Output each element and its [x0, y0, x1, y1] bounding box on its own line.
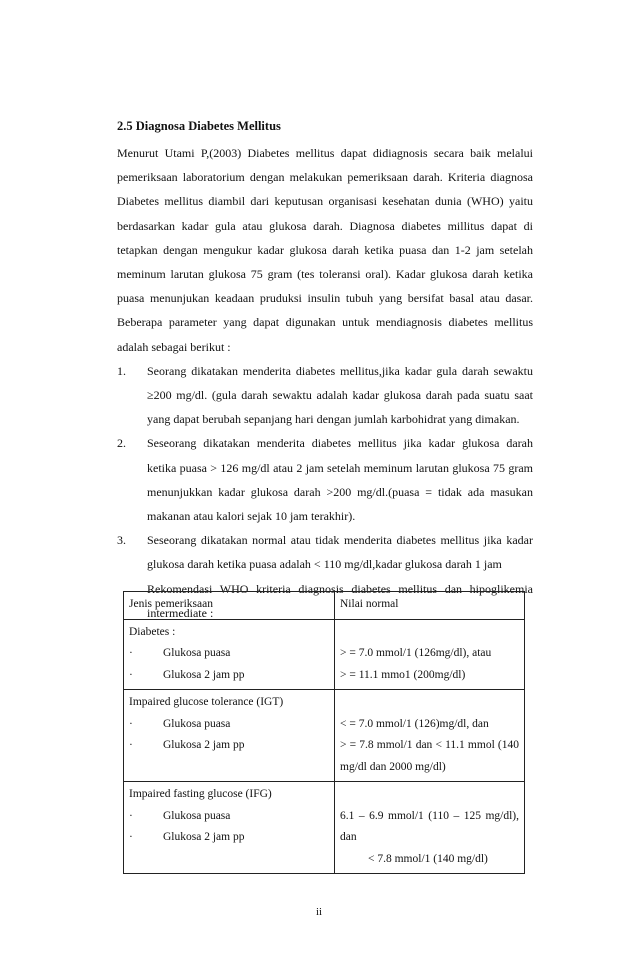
list-note: Rekomendasi WHO kriteria diagnosis diabetes mellitus dan hipoglikemia intermediate : — [147, 581, 533, 620]
bullet: · — [129, 831, 133, 843]
group-title: Impaired fasting glucose (IFG) — [129, 788, 272, 800]
list-item — [117, 359, 533, 432]
item-label: Glukosa 2 jam pp — [163, 831, 245, 843]
table-cell — [124, 782, 335, 874]
item-value: < 7.8 mmol/1 (140 mg/dl) — [368, 852, 488, 865]
list-number: 1. — [117, 363, 126, 378]
item-label: Glukosa puasa — [163, 717, 231, 730]
item-label-line — [129, 643, 329, 665]
table-cell — [335, 619, 525, 690]
list-text: Seseorang dikatakan menderita diabetes mellitus jika kadar glukosa darah ketika puasa > 126 mg/dl atau 2 jam setelah meminum larutan glukosa 75 gram menunjukkan kadar glukosa darah >200 mg/dl.(puasa = tidak ada masukan makanan atau kalori sejak 10 jam terakhir). — [147, 436, 533, 524]
bullet: · — [129, 739, 133, 751]
item-value: < = 7.0 mmol/1 (126)mg/dl, dan — [340, 717, 489, 730]
table-row — [124, 690, 525, 782]
item-value: > = 11.1 mmo1 (200mg/dl) — [340, 668, 466, 681]
item-label-line — [129, 806, 329, 828]
bullet: · — [129, 668, 133, 681]
item-label-line — [129, 714, 329, 736]
bullet: · — [129, 647, 133, 659]
item-value: 6.1 – 6.9 mmol/1 (110 – 125 mg/dl), dan — [340, 809, 519, 843]
item-label-line — [129, 665, 329, 687]
page-number: ii — [315, 906, 323, 918]
item-label-line — [129, 735, 329, 757]
table-cell — [124, 690, 335, 782]
table-cell — [124, 619, 335, 690]
item-label: Glukosa puasa — [163, 647, 231, 659]
section-heading: 2.5 Diagnosa Diabetes Mellitus — [117, 119, 281, 133]
table-row — [124, 782, 525, 874]
item-value: > = 7.8 mmol/1 dan < 11.1 mmol (140 mg/dl dan 2000 mg/dl) — [340, 739, 519, 773]
table-cell — [335, 690, 525, 782]
item-label: Glukosa 2 jam pp — [163, 668, 245, 681]
list-number: 3. — [117, 533, 126, 548]
table-header-row — [124, 592, 525, 620]
bullet: · — [129, 717, 133, 730]
item-label: Glukosa puasa — [163, 809, 231, 822]
item-label-line — [129, 827, 329, 849]
table-cell — [335, 782, 525, 874]
criteria-list — [117, 359, 533, 625]
group-title: Diabetes : — [129, 625, 176, 638]
section-content — [117, 118, 533, 625]
list-text: Seorang dikatakan menderita diabetes mellitus,jika kadar gula darah sewaktu ≥200 mg/dl. (gula darah sewaktu adalah kadar glukosa darah pada suatu saat yang dapat berubah sepanjang hari dengan jumlah karbohidrat yang dimakan. — [147, 363, 533, 427]
group-title: Impaired glucose tolerance (IGT) — [129, 696, 284, 708]
bullet: · — [129, 809, 133, 822]
list-number: 2. — [117, 436, 126, 451]
item-label: Glukosa 2 jam pp — [163, 739, 245, 751]
item-value: > = 7.0 mmol/1 (126mg/dl), atau — [340, 647, 492, 659]
list-item — [117, 431, 533, 528]
intro-paragraph: Menurut Utami P,(2003) Diabetes mellitus dapat didiagnosis secara baik melalui pemeriksaan laboratorium dengan melakukan pemeriksaan darah. Kriteria diagnosa Diabetes mellitus diambil dari keputusan organisasi kesehatan dunia (WHO) yaitu berdasarkan kadar gula atau glukosa darah. Diagnosa diabetes millitus dapat di tetapkan dengan mengukur kadar glukosa darah ketika puasa dan 1-2 jam setelah meminum larutan glukosa 75 gram (tes toleransi oral). Kadar glukosa darah ketika puasa menunjukan keadaan pruduksi insulin tubuh yang bersifat basal atau dasar. Beberapa parameter yang dapat digunakan untuk mendiagnosis diabetes mellitus adalah sebagai berikut : — [117, 146, 533, 354]
list-text: Seseorang dikatakan normal atau tidak menderita diabetes mellitus jika kadar glukosa darah ketika puasa adalah < 110 mg/dl,kadar glukosa darah 1 jam — [147, 533, 533, 572]
header-cell-nilai: Nilai normal — [335, 592, 525, 620]
table-row — [124, 619, 525, 690]
normal-values-table — [123, 591, 525, 874]
header-cell-jenis: Jenis pemeriksaan — [124, 592, 335, 620]
